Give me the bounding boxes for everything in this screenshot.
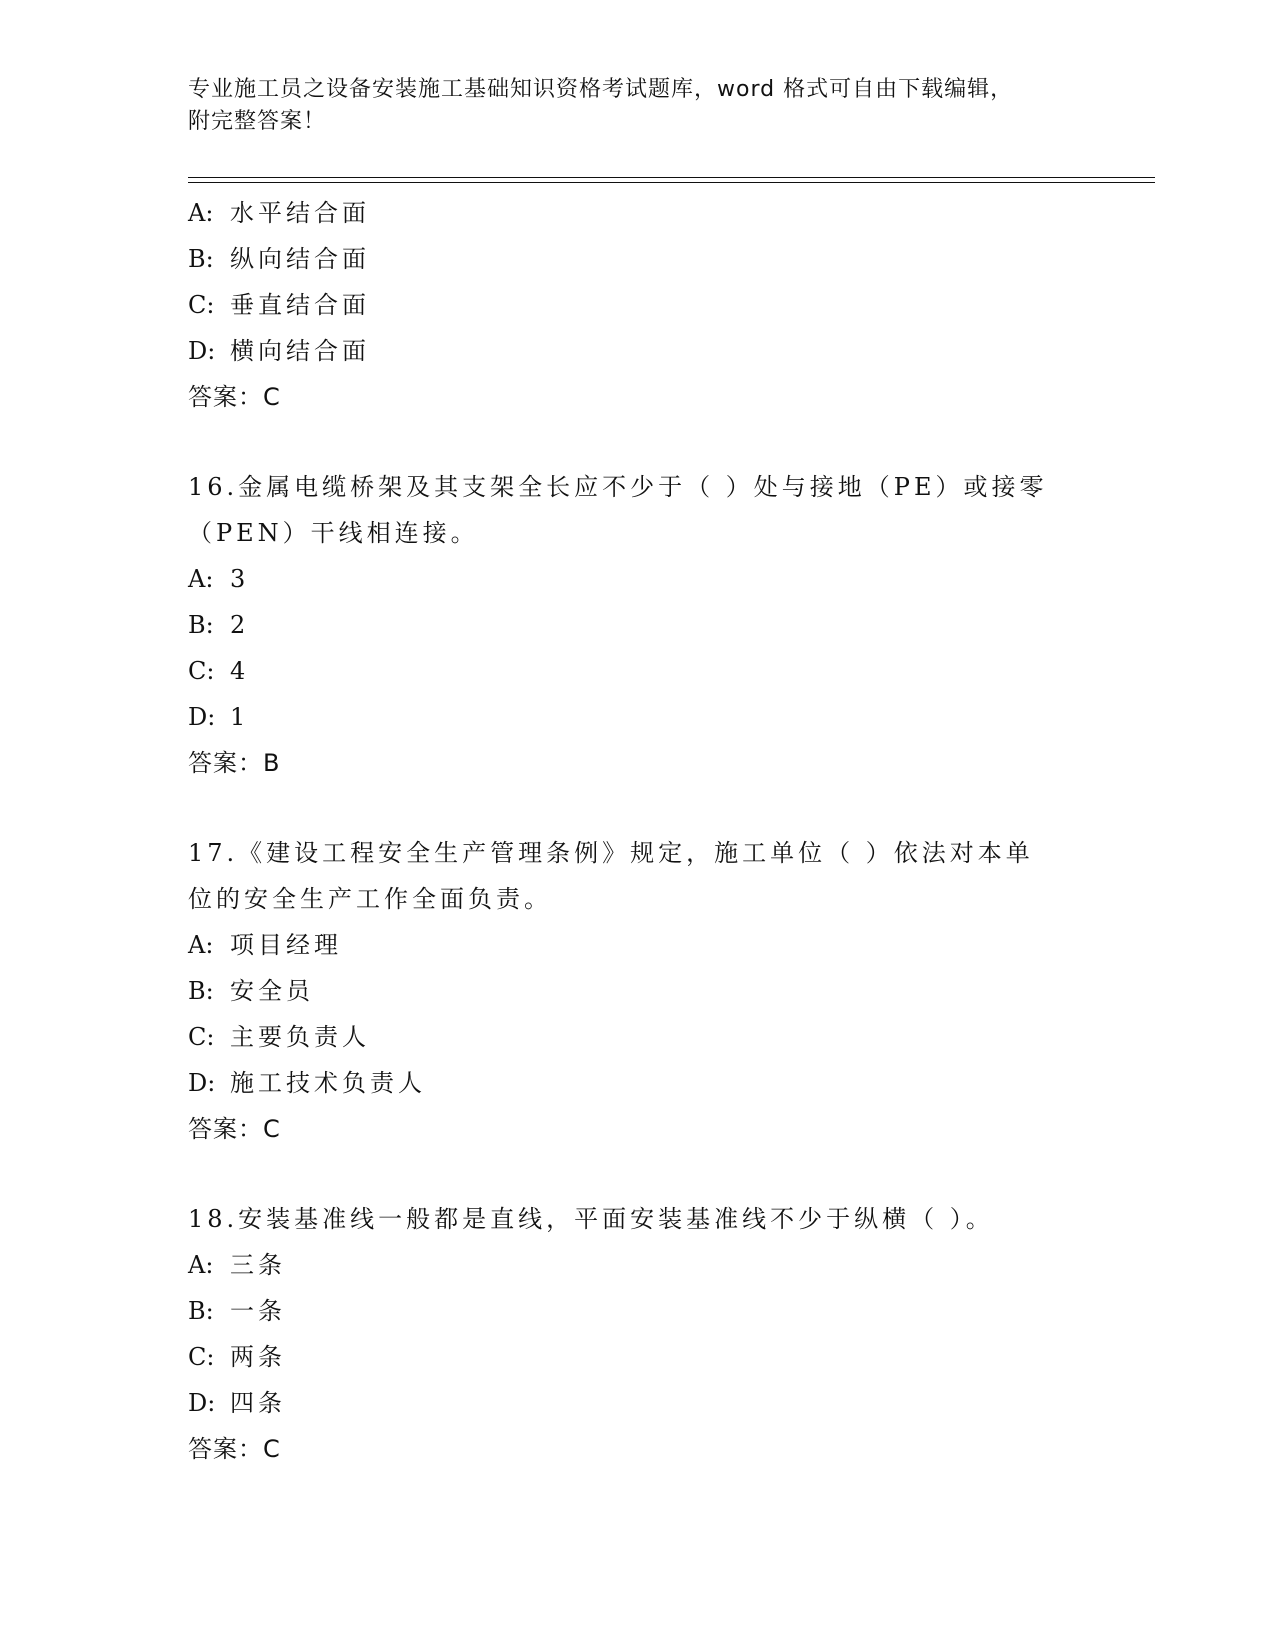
option-key: B:: [188, 245, 214, 273]
option-key: D:: [188, 1389, 216, 1417]
option-key: B:: [188, 1297, 214, 1325]
option-line: [188, 328, 1088, 374]
block-spacer: [188, 1152, 1088, 1196]
option-key: A:: [188, 1251, 214, 1279]
answer-line: 答案：C: [188, 1115, 281, 1143]
option-text: 项目经理: [230, 931, 342, 959]
block-spacer: [188, 420, 1088, 464]
option-line: [188, 1288, 1088, 1334]
option-line: [188, 1060, 1088, 1106]
option-text: 施工技术负责人: [230, 1069, 426, 1097]
option-line: [188, 1014, 1088, 1060]
option-text: 一条: [230, 1297, 286, 1325]
option-line: [188, 648, 1088, 694]
question-block: [188, 830, 1088, 1152]
option-line: [188, 1380, 1088, 1426]
option-text: 横向结合面: [230, 337, 370, 365]
question-line: 16.金属电缆桥架及其支架全长应不少于（ ）处与接地（PE）或接零: [188, 473, 1048, 501]
option-key: C:: [188, 1023, 215, 1051]
option-text: 四条: [230, 1389, 286, 1417]
option-text: 主要负责人: [230, 1023, 370, 1051]
block-spacer: [188, 786, 1088, 830]
document-header: [188, 74, 1088, 138]
question-line: 18.安装基准线一般都是直线，平面安装基准线不少于纵横（ ）。: [188, 1205, 994, 1233]
option-line: [188, 1242, 1088, 1288]
option-key: D:: [188, 337, 216, 365]
option-line: [188, 556, 1088, 602]
option-key: A:: [188, 565, 214, 593]
option-line: [188, 694, 1088, 740]
option-key: B:: [188, 611, 214, 639]
option-line: [188, 190, 1088, 236]
header-rule-top: [188, 177, 1155, 178]
option-text: 安全员: [230, 977, 314, 1005]
option-line: [188, 602, 1088, 648]
answer-line: 答案：C: [188, 383, 281, 411]
header-rule-bottom: [188, 182, 1155, 183]
question-line: 17.《建设工程安全生产管理条例》规定，施工单位（ ）依法对本单: [188, 839, 1034, 867]
question-block: [188, 1196, 1088, 1472]
option-text: 4: [230, 657, 250, 685]
option-text: 水平结合面: [230, 199, 370, 227]
option-key: D:: [188, 1069, 216, 1097]
option-key: A:: [188, 931, 214, 959]
option-text: 1: [230, 703, 250, 731]
question-block: [188, 464, 1088, 786]
option-key: D:: [188, 703, 216, 731]
answer-line: 答案：B: [188, 749, 281, 777]
option-text: 3: [230, 565, 250, 593]
option-line: [188, 922, 1088, 968]
option-text: 三条: [230, 1251, 286, 1279]
option-line: [188, 1334, 1088, 1380]
answer-line: 答案：C: [188, 1435, 281, 1463]
option-key: B:: [188, 977, 214, 1005]
option-key: A:: [188, 199, 214, 227]
option-line: [188, 236, 1088, 282]
option-key: C:: [188, 657, 215, 685]
option-text: 2: [230, 611, 250, 639]
question-line: 位的安全生产工作全面负责。: [188, 885, 552, 913]
question-line: （PEN）干线相连接。: [188, 519, 479, 547]
option-line: [188, 282, 1088, 328]
header-line: 附完整答案！: [188, 109, 327, 134]
option-text: 纵向结合面: [230, 245, 370, 273]
option-key: C:: [188, 291, 215, 319]
option-line: [188, 968, 1088, 1014]
question-list: [188, 190, 1088, 1472]
option-key: C:: [188, 1343, 215, 1371]
option-text: 垂直结合面: [230, 291, 370, 319]
header-line: 专业施工员之设备安装施工基础知识资格考试题库，word 格式可自由下载编辑，: [188, 77, 1014, 102]
question-block: [188, 190, 1088, 420]
option-text: 两条: [230, 1343, 286, 1371]
